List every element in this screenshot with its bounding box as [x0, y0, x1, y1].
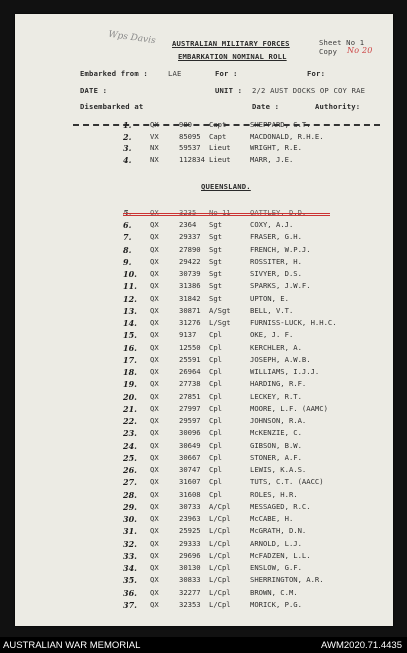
roll-no: 2364: [179, 220, 197, 229]
sheet-number: Sheet No 1: [319, 38, 365, 47]
roll-no: 26964: [179, 367, 201, 376]
roll-state: QX: [150, 305, 159, 315]
roll-rank: Lieut: [209, 143, 231, 152]
roll-state: QX: [150, 428, 159, 438]
roll-state: QX: [150, 379, 159, 389]
roll-n: 25.: [123, 452, 137, 463]
roll-row: [15, 490, 393, 503]
roll-n: 20.: [123, 391, 137, 402]
roll-rank: Sgt: [209, 269, 222, 278]
roll-rank: Cpl: [209, 367, 222, 376]
roll-name: McFADZEN, L.L.: [250, 550, 311, 560]
handwritten-note: Wps Davis: [107, 29, 157, 47]
roll-rank: L/Cpl: [209, 599, 231, 609]
embarked-from-label: Embarked from :: [80, 69, 148, 78]
roll-name: MOORE, L.F. (AAMC): [250, 403, 328, 413]
copy-number: No 20: [347, 46, 373, 55]
roll-n: 11.: [123, 281, 137, 292]
roll-row: [15, 355, 393, 368]
roll-row: [15, 477, 393, 490]
roll-n: 23.: [123, 428, 137, 439]
roll-rank: A/Cpl: [209, 501, 231, 511]
footer-accession: AWM2020.71.4435: [321, 640, 402, 651]
roll-row: [15, 367, 393, 380]
roll-rank: L/Cpl: [209, 575, 231, 585]
document-org: AUSTRALIAN MILITARY FORCES: [172, 39, 290, 48]
roll-n: 2.: [123, 131, 132, 142]
roll-state: QX: [150, 232, 159, 242]
roll-name: McKENZIE, C.: [250, 428, 302, 438]
roll-no: 31276: [179, 318, 201, 327]
roll-name: BROWN, C.M.: [250, 587, 298, 597]
date-label: DATE :: [80, 86, 108, 95]
roll-name: SHEPPARD, G.T.: [250, 120, 311, 129]
roll-no: 85095: [179, 131, 201, 141]
roll-n: 19.: [123, 379, 137, 390]
roll-state: QX: [150, 330, 159, 340]
roll-no: 32277: [179, 587, 201, 597]
strike-line: [123, 213, 330, 214]
roll-row: [15, 428, 393, 441]
roll-no: 30733: [179, 501, 201, 511]
roll-name: LEWIS, K.A.S.: [250, 465, 307, 474]
roll-state: QX: [150, 342, 159, 352]
roll-row: [15, 416, 393, 429]
roll-no: 27890: [179, 244, 201, 254]
roll-row: [15, 575, 393, 588]
unit-label: UNIT :: [215, 86, 243, 95]
roll-name: LECKEY, R.T.: [250, 391, 302, 401]
roll-no: 9137: [179, 330, 197, 340]
roll-row: [15, 404, 393, 417]
roll-row: [15, 294, 393, 307]
roll-rank: L/Cpl: [209, 538, 231, 548]
roll-rank: L/Sgt: [209, 318, 231, 327]
roll-n: 1.: [123, 120, 132, 130]
roll-n: 24.: [123, 440, 137, 451]
roll-state: QX: [150, 416, 159, 425]
roll-n: 35.: [123, 575, 137, 586]
for-label: For :: [215, 69, 238, 78]
roll-n: 30.: [123, 514, 137, 524]
roll-no: 29597: [179, 416, 201, 425]
roll-rank: Capt: [209, 120, 227, 129]
roll-state: QX: [150, 269, 159, 278]
roll-no: 25591: [179, 354, 201, 364]
roll-name: FURNISS-LUCK, H.H.C.: [250, 318, 337, 327]
roll-name: FRASER, G.H.: [250, 232, 302, 242]
roll-state: QX: [150, 318, 159, 327]
roll-rank: L/Cpl: [209, 514, 231, 523]
roll-state: QX: [150, 538, 159, 548]
roll-no: 30871: [179, 305, 201, 315]
roll-no: 3235: [179, 208, 197, 217]
roll-no: 31842: [179, 293, 201, 303]
roll-n: 5.: [123, 208, 132, 218]
roll-rank: Sgt: [209, 232, 222, 242]
roll-rank: Cpl: [209, 477, 222, 487]
roll-row: [15, 392, 393, 405]
roll-row: [15, 343, 393, 356]
roll-no: 30130: [179, 563, 201, 572]
roll-state: QX: [150, 563, 159, 572]
roll-n: 17.: [123, 354, 137, 365]
roll-no: 32353: [179, 599, 201, 609]
roll-n: 21.: [123, 403, 137, 414]
roll-n: 34.: [123, 563, 137, 573]
strike-line: [123, 215, 330, 216]
roll-rank: Cpl: [209, 440, 222, 450]
roll-no: 30747: [179, 465, 201, 474]
roll-name: MESSAGED, R.C.: [250, 501, 311, 511]
roll-n: 15.: [123, 330, 137, 341]
roll-no: 27851: [179, 391, 201, 401]
roll-no: 23963: [179, 514, 201, 523]
roll-rank: Cpl: [209, 342, 222, 352]
roll-row: [15, 245, 393, 258]
roll-rank: Sgt: [209, 256, 222, 266]
roll-state: NX: [150, 154, 159, 164]
roll-rank: Cpl: [209, 489, 222, 499]
roll-row: [15, 514, 393, 527]
roll-row: [15, 220, 393, 233]
roll-row: [15, 502, 393, 515]
roll-name: ARNOLD, L.J.: [250, 538, 302, 548]
copy-label: Copy: [319, 47, 338, 56]
unit-value: 2/2 AUST DOCKS OP COY RAE: [252, 86, 366, 95]
roll-name: ENSLOW, G.F.: [250, 563, 302, 572]
roll-no: 27997: [179, 403, 201, 413]
roll-state: QX: [150, 391, 159, 401]
roll-row: [15, 453, 393, 466]
roll-no: 30739: [179, 269, 201, 278]
roll-state: QX: [150, 293, 159, 303]
roll-name: ROSSITER, H.: [250, 256, 302, 266]
roll-row: [15, 155, 393, 168]
roll-state: QX: [150, 526, 159, 536]
roll-no: 30649: [179, 440, 201, 450]
roll-rank: Cpl: [209, 330, 222, 340]
roll-n: 33.: [123, 550, 137, 561]
roll-name: McCABE, H.: [250, 514, 294, 523]
roll-name: JOSEPH, A.W.B.: [250, 354, 311, 364]
roll-n: 22.: [123, 416, 137, 426]
roll-state: QX: [150, 452, 159, 462]
roll-state: QX: [150, 120, 159, 129]
roll-row: [15, 539, 393, 552]
roll-no: 29696: [179, 550, 201, 560]
roll-n: 9.: [123, 256, 132, 267]
roll-state: QX: [150, 208, 159, 217]
roll-state: QX: [150, 489, 159, 499]
roll-no: 25925: [179, 526, 201, 536]
roll-name: MARR, J.E.: [250, 154, 294, 164]
roll-rank: Cpl: [209, 452, 222, 462]
roll-n: 27.: [123, 477, 137, 488]
roll-row: [15, 551, 393, 564]
roll-rank: Cpl: [209, 465, 222, 474]
roll-rank: L/Cpl: [209, 526, 231, 536]
roll-state: QX: [150, 514, 159, 523]
roll-name: WRIGHT, R.E.: [250, 143, 302, 152]
roll-name: OATTLEY, D.D.: [250, 208, 307, 217]
roll-row: [15, 441, 393, 454]
roll-rank: L/Cpl: [209, 587, 231, 597]
roll-rank: Sgt: [209, 244, 222, 254]
roll-state: QX: [150, 256, 159, 266]
roll-no: 31607: [179, 477, 201, 487]
roll-state: QX: [150, 501, 159, 511]
roll-row: [15, 330, 393, 343]
roll-name: MACDONALD, R.H.E.: [250, 131, 324, 141]
roll-name: ROLES, H.R.: [250, 489, 298, 499]
roll-rank: Sgt: [209, 220, 222, 229]
embarked-from-value: LAE: [168, 69, 182, 78]
roll-n: 36.: [123, 587, 137, 598]
disembarked-label: Disembarked at: [80, 102, 144, 111]
roll-state: QX: [150, 465, 159, 474]
roll-n: 31.: [123, 526, 137, 537]
roll-n: 28.: [123, 489, 137, 500]
roll-name: COXY, A.J.: [250, 220, 294, 229]
roll-row: [15, 588, 393, 601]
roll-no: 112834: [179, 154, 205, 164]
roll-state: QX: [150, 575, 159, 585]
roll-n: 12.: [123, 293, 137, 304]
roll-n: 14.: [123, 318, 137, 328]
roll-n: 37.: [123, 599, 137, 610]
roll-name: MORICK, P.G.: [250, 599, 302, 609]
roll-state: NX: [150, 143, 159, 152]
roll-row: [15, 379, 393, 392]
roll-rank: Cpl: [209, 416, 222, 425]
roll-no: 29333: [179, 538, 201, 548]
roll-rank: Sgt: [209, 293, 222, 303]
document-page: [15, 14, 393, 626]
roll-n: 4.: [123, 154, 132, 165]
roll-no: 29422: [179, 256, 201, 266]
roll-name: SHERRINGTON, A.R.: [250, 575, 324, 585]
roll-rank: Sgt: [209, 281, 222, 291]
roll-state: VX: [150, 131, 159, 141]
roll-row: [15, 563, 393, 576]
roll-row: [15, 281, 393, 294]
roll-state: QX: [150, 403, 159, 413]
roll-rank: Cpl: [209, 403, 222, 413]
roll-state: QX: [150, 244, 159, 254]
roll-state: QX: [150, 477, 159, 487]
footer-source: AUSTRALIAN WAR MEMORIAL: [3, 640, 141, 651]
roll-no: 59537: [179, 143, 201, 152]
roll-row: [15, 600, 393, 613]
roll-no: 29337: [179, 232, 201, 242]
document-title: EMBARKATION NOMINAL ROLL: [178, 52, 287, 61]
roll-n: 10.: [123, 269, 137, 279]
roll-n: 16.: [123, 342, 137, 353]
roll-n: 29.: [123, 501, 137, 512]
roll-name: TUTS, C.T. (AACC): [250, 477, 324, 487]
roll-rank: Cpl: [209, 428, 222, 438]
roll-n: 8.: [123, 244, 132, 255]
roll-row: [15, 465, 393, 478]
roll-row: [15, 318, 393, 331]
roll-name: UPTON, E.: [250, 293, 289, 303]
roll-row: [15, 257, 393, 270]
roll-n: 18.: [123, 367, 137, 377]
roll-name: OKE, J. F.: [250, 330, 294, 340]
roll-name: GIBSON, B.W.: [250, 440, 302, 450]
roll-name: SIVYER, D.S.: [250, 269, 302, 278]
roll-n: 7.: [123, 232, 132, 243]
roll-name: WILLIAMS, I.J.J.: [250, 367, 320, 376]
roll-row: [15, 269, 393, 282]
roll-n: 26.: [123, 465, 137, 475]
roll-no: 30667: [179, 452, 201, 462]
roll-name: KERCHLER, A.: [250, 342, 302, 352]
roll-row: [15, 232, 393, 245]
footer-bar: [0, 637, 407, 653]
roll-row: [15, 306, 393, 319]
date2-label: Date :: [252, 102, 280, 111]
roll-name: FRENCH, W.P.J.: [250, 244, 311, 254]
roll-no: 31386: [179, 281, 201, 291]
roll-n: 3.: [123, 143, 132, 153]
roll-state: QX: [150, 367, 159, 376]
roll-n: 13.: [123, 305, 137, 316]
roll-n: 32.: [123, 538, 137, 549]
roll-n: 6.: [123, 220, 132, 230]
roll-state: QX: [150, 220, 159, 229]
roll-state: QX: [150, 354, 159, 364]
authority-label: Authority:: [315, 102, 361, 111]
roll-no: 31608: [179, 489, 201, 499]
roll-state: QX: [150, 550, 159, 560]
roll-no: 30096: [179, 428, 201, 438]
roll-row: [15, 526, 393, 539]
roll-rank: Lieut: [209, 154, 231, 164]
roll-rank: Cpl: [209, 379, 222, 389]
section-title: QUEENSLAND.: [201, 182, 251, 191]
roll-no: 27738: [179, 379, 201, 389]
roll-name: SPARKS, J.W.F.: [250, 281, 311, 291]
roll-state: QX: [150, 440, 159, 450]
for-label-2: For:: [307, 69, 326, 78]
roll-name: JOHNSON, R.A.: [250, 416, 307, 425]
roll-rank: A/Sgt: [209, 305, 231, 315]
roll-name: McGRATH, D.N.: [250, 526, 307, 536]
roll-rank: No 11: [209, 208, 231, 217]
roll-state: QX: [150, 599, 159, 609]
roll-state: QX: [150, 281, 159, 291]
roll-rank: Capt: [209, 131, 227, 141]
roll-name: STONER, A.F.: [250, 452, 302, 462]
roll-rank: Cpl: [209, 391, 222, 401]
roll-name: BELL, V.T.: [250, 305, 294, 315]
roll-no: 30833: [179, 575, 201, 585]
roll-no: 980: [179, 120, 192, 129]
roll-rank: L/Cpl: [209, 563, 231, 572]
roll-name: HARDING, R.F.: [250, 379, 307, 389]
roll-state: QX: [150, 587, 159, 597]
roll-no: 12550: [179, 342, 201, 352]
roll-rank: L/Cpl: [209, 550, 231, 560]
roll-rank: Cpl: [209, 354, 222, 364]
